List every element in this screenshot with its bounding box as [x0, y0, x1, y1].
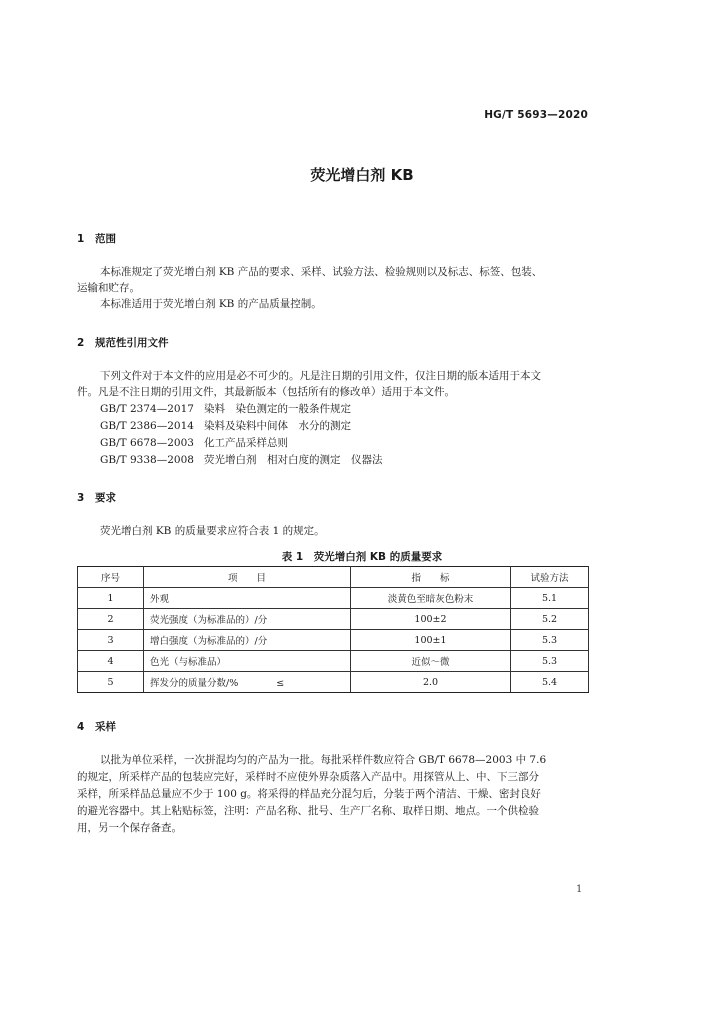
section-number: 1 [77, 233, 85, 245]
table-row [78, 672, 589, 693]
table-cell: 增白强度（为标准品的）/分 [144, 630, 351, 651]
table-row [78, 588, 589, 609]
paragraph-line: 本标准适用于荧光增白剂 KB 的产品质量控制。 [100, 298, 322, 310]
table-cell: 5.1 [511, 588, 589, 609]
paragraph-line: 件。凡是不注日期的引用文件，其最新版本（包括所有的修改单）适用于本文件。 [77, 386, 455, 398]
table-cell: 挥发分的质量分数/% ≤ [144, 672, 351, 693]
table-cell: 4 [78, 651, 144, 672]
table-row [78, 651, 589, 672]
document-title: 荧光增白剂 KB [310, 166, 414, 184]
table-header-row [78, 567, 589, 588]
table-cell: 色光（与标准品） [144, 651, 351, 672]
paragraph-line: 下列文件对于本文件的应用是必不可少的。凡是注日期的引用文件，仅注日期的版本适用于本文 [100, 370, 541, 382]
section-number: 2 [77, 337, 85, 349]
reference-code: GB/T 9338—2008 [100, 454, 194, 466]
section-title: 规范性引用文件 [95, 337, 169, 349]
section-4-heading [77, 719, 116, 734]
table-cell: 1 [78, 588, 144, 609]
table-cell: 近似～微 [351, 651, 511, 672]
table-cell: 2.0 [351, 672, 511, 693]
reference-title: 染料及染料中间体 水分的测定 [204, 420, 351, 432]
paragraph-line: 的避光容器中。其上粘贴标签，注明：产品名称、批号、生产厂名称、取样日期、地点。一个供检验 [77, 805, 539, 817]
normative-reference [100, 402, 351, 416]
table-cell: 2 [78, 609, 144, 630]
paragraph-line: 用，另一个保存备查。 [77, 822, 182, 834]
paragraph-line: 本标准规定了荧光增白剂 KB 产品的要求、采样、试验方法、检验规则以及标志、标签、包装、 [100, 266, 543, 278]
paragraph-line: 的规定，所采样产品的包装应完好，采样时不应使外界杂质落入产品中。用探管从上、中、下三部分 [77, 771, 539, 783]
standard-code: HG/T 5693—2020 [484, 109, 588, 121]
paragraph-line: 以批为单位采样，一次拼混均匀的产品为一批。每批采样件数应符合 GB/T 6678—2003 中 7.6 [100, 754, 547, 766]
paragraph-line: 采样，所采样品总量应不少于 100 g。将采得的样品充分混匀后，分装于两个清洁、干燥、密封良好 [77, 788, 541, 800]
reference-title: 荧光增白剂 相对白度的测定 仪器法 [204, 454, 383, 466]
table-cell: 5.2 [511, 609, 589, 630]
table-caption: 表 1 荧光增白剂 KB 的质量要求 [281, 551, 443, 563]
column-header: 指 标 [351, 567, 511, 588]
section-title: 要求 [95, 492, 116, 504]
reference-code: GB/T 2374—2017 [100, 403, 194, 415]
section-number: 3 [77, 492, 85, 504]
table-row [78, 630, 589, 651]
normative-reference [100, 419, 351, 433]
section-2-heading [77, 335, 169, 350]
table-cell: 100±2 [351, 609, 511, 630]
column-header: 序号 [78, 567, 144, 588]
column-header: 项 目 [144, 567, 351, 588]
table-cell: 5.4 [511, 672, 589, 693]
section-3-heading [77, 490, 116, 505]
section-1-heading [77, 231, 116, 246]
reference-code: GB/T 6678—2003 [100, 437, 194, 449]
paragraph-line: 荧光增白剂 KB 的质量要求应符合表 1 的规定。 [100, 525, 325, 537]
table-cell: 5.3 [511, 651, 589, 672]
section-title: 采样 [95, 721, 116, 733]
section-number: 4 [77, 721, 85, 733]
table-row [78, 609, 589, 630]
paragraph-line: 运输和贮存。 [77, 282, 140, 294]
table-cell: 淡黄色至暗灰色粉末 [351, 588, 511, 609]
reference-title: 染料 染色测定的一般条件规定 [204, 403, 351, 415]
normative-reference [100, 453, 383, 467]
table-cell: 100±1 [351, 630, 511, 651]
reference-code: GB/T 2386—2014 [100, 420, 194, 432]
table-cell: 外观 [144, 588, 351, 609]
table-cell: 荧光强度（为标准品的）/分 [144, 609, 351, 630]
requirements-table [77, 566, 589, 693]
reference-title: 化工产品采样总则 [204, 437, 288, 449]
column-header: 试验方法 [511, 567, 589, 588]
normative-reference [100, 436, 288, 450]
table-cell: 3 [78, 630, 144, 651]
table-cell: 5.3 [511, 630, 589, 651]
section-title: 范围 [95, 233, 116, 245]
table-cell: 5 [78, 672, 144, 693]
page-number: 1 [576, 884, 583, 895]
